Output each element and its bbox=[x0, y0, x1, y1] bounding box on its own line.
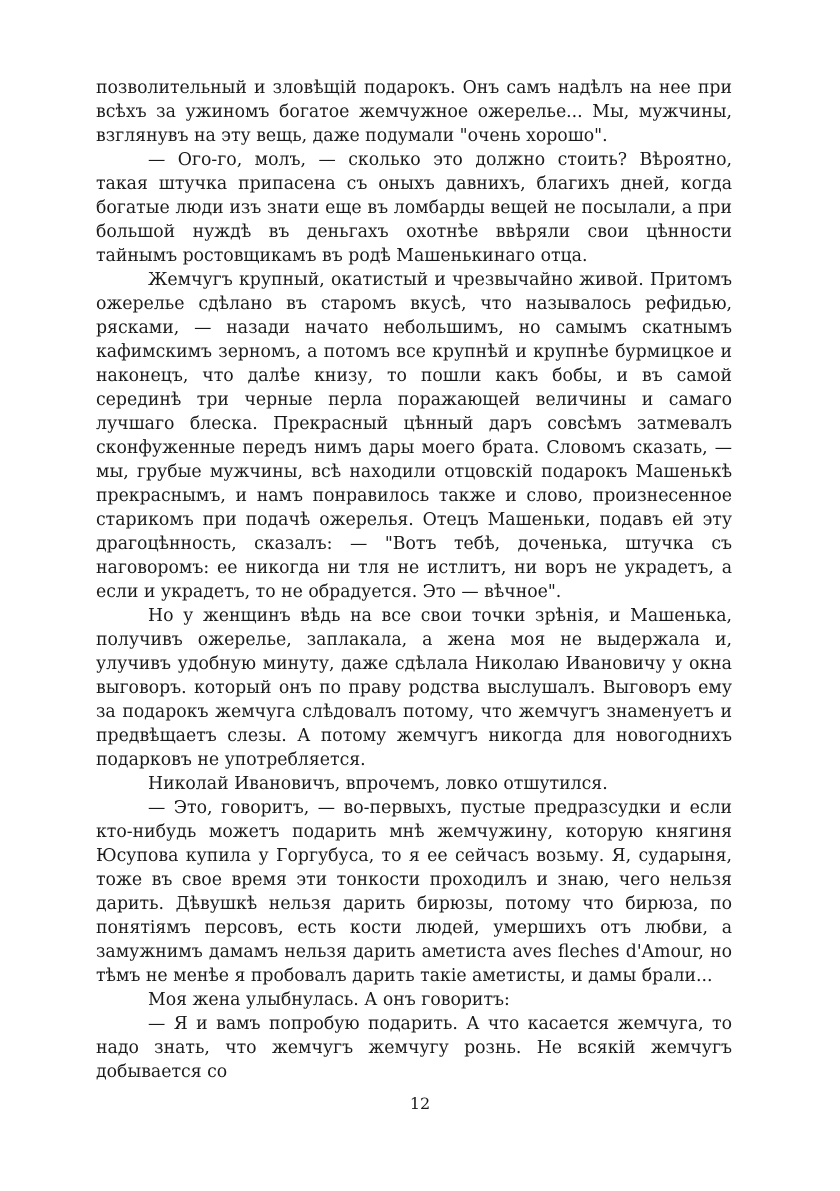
page-body bbox=[96, 76, 732, 1084]
paragraph-5: Николай Ивановичъ, впрочемъ, ловко отшутился. bbox=[148, 774, 608, 794]
paragraph-8: — Я и вамъ попробую подарить. А что касается жемчуга, то надо знать, что жемчугъ жемчугу рознь. Не всякій жемчугъ добывается со bbox=[96, 1014, 732, 1082]
paragraph-3: Жемчугъ крупный, окатистый и чрезвычайно живой. Притомъ ожерелье сдѣлано въ старомъ вкусѣ, что называлось рефидью, рясками, — назади начато небольшимъ, но самымъ скатнымъ кафимскимъ зерномъ, а потомъ все крупнѣй и крупнѣе бурмицкое и наконецъ, что далѣе книзу, то пошли какъ бобы, и въ самой серединѣ три черные перла поражающей величины и самаго лучшаго блеска. Прекрасный цѣнный даръ совсѣмъ затмевалъ сконфуженные передъ нимъ дары моего брата. Словомъ сказать, — мы, грубые мужчины, всѣ находили отцовскій подарокъ Машенькѣ прекраснымъ, и намъ понравилось также и слово, произнесенное старикомъ при подачѣ ожерелья. Отецъ Машеньки, подавъ ей эту драгоцѣнность, сказалъ: — "Вотъ тебѣ, доченька, штучка съ наговоромъ: ее никогда ни тля не истлитъ, ни воръ не украдетъ, а если и украдетъ, то не обрадуется. Это — вѣчное". bbox=[96, 270, 732, 602]
paragraph-7: Моя жена улыбнулась. А онъ говоритъ: bbox=[148, 990, 510, 1010]
paragraph-4: Но у женщинъ вѣдь на все свои точки зрѣнія, и Машенька, получивъ ожерелье, заплакала, а жена моя не выдержала и, улучивъ удобную минуту, даже сдѣлала Николаю Ивановичу у окна выговоръ. который онъ по праву родства выслушалъ. Выговоръ ему за подарокъ жемчуга слѣдовалъ потому, что жемчугъ знаменуетъ и предвѣщаетъ слезы. А потому жемчугъ никогда для новогоднихъ подарковъ не употребляется. bbox=[96, 606, 732, 770]
page-number: 12 bbox=[409, 1094, 431, 1113]
paragraph-1: позволительный и зловѣщій подарокъ. Онъ самъ надѣлъ на нее при всѣхъ за ужиномъ богатое жемчужное ожерелье... Мы, мужчины, взглянувъ на эту вещь, даже подумали "очень хорошо". bbox=[96, 78, 732, 146]
paragraph-2: — Ого-го, молъ, — сколько это должно стоить? Вѣроятно, такая штучка припасена съ оныхъ давнихъ, благихъ дней, когда богатые люди изъ знати еще въ ломбарды вещей не посылали, а при большой нуждѣ въ деньгахъ охотнѣе ввѣряли свои цѣнности тайнымъ ростовщикамъ въ родѣ Машенькинаго отца. bbox=[96, 150, 732, 266]
paragraph-6: — Это, говоритъ, — во-первыхъ, пустые предразсудки и если кто-нибудь можетъ подарить мнѣ жемчужину, которую княгиня Юсупова купила у Горгубуса, то я ее сейчасъ возьму. Я, сударыня, тоже въ свое время эти тонкости проходилъ и знаю, чего нельзя дарить. Дѣвушкѣ нельзя дарить бирюзы, потому что бирюза, по понятіямъ персовъ, есть кости людей, умершихъ отъ любви, а замужнимъ дамамъ нельзя дарить аметиста aves fleches d'Amour, но тѣмъ не менѣе я пробовалъ дарить такіе аметисты, и дамы брали... bbox=[96, 798, 732, 986]
